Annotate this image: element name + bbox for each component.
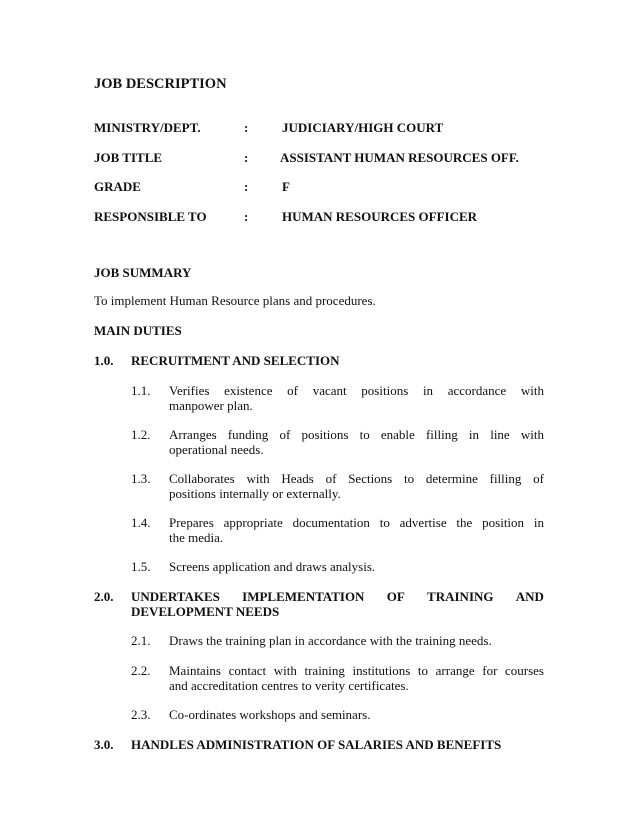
- section-number: 2.0.: [94, 589, 114, 604]
- duties-heading: MAIN DUTIES: [94, 323, 182, 338]
- section-number: 3.0.: [94, 737, 114, 752]
- section-title-word: TRAINING: [427, 589, 494, 604]
- item-text-line: Screens application and draws analysis.: [169, 559, 376, 574]
- item-number: 1.3.: [131, 471, 151, 486]
- field-value: JUDICIARY/HIGH COURT: [282, 120, 444, 135]
- section-title-word: OF: [386, 589, 405, 604]
- field-label: MINISTRY/DEPT.: [94, 120, 201, 135]
- item-text-line: manpower plan.: [169, 398, 253, 413]
- field-separator: :: [244, 120, 249, 135]
- item-text-line: Co-ordinates workshops and seminars.: [169, 707, 371, 722]
- item-text-line: the media.: [169, 530, 224, 545]
- section-title: RECRUITMENT AND SELECTION: [131, 353, 340, 368]
- item-text-line: Arranges funding of positions to enable filling in line with: [169, 427, 544, 442]
- page-title: JOB DESCRIPTION: [94, 76, 227, 92]
- field-label: JOB TITLE: [94, 150, 163, 165]
- item-number: 1.2.: [131, 427, 151, 442]
- section-title: HANDLES ADMINISTRATION OF SALARIES AND BENEFITS: [131, 737, 502, 752]
- item-number: 1.4.: [131, 515, 151, 530]
- summary-text: To implement Human Resource plans and procedures.: [94, 293, 376, 308]
- item-number: 2.3.: [131, 707, 151, 722]
- field-value: ASSISTANT HUMAN RESOURCES OFF.: [280, 150, 519, 165]
- item-text-line: and accreditation centres to verity certificates.: [169, 678, 409, 693]
- item-number: 2.1.: [131, 633, 151, 648]
- section-title: [131, 589, 544, 604]
- field-value: HUMAN RESOURCES OFFICER: [282, 209, 478, 224]
- item-text-line: Maintains contact with training institutions to arrange for courses: [169, 663, 544, 678]
- item-text-line: positions internally or externally.: [169, 486, 341, 501]
- section-title-word: UNDERTAKES: [131, 589, 220, 604]
- item-text-line: Prepares appropriate documentation to advertise the position in: [169, 515, 544, 530]
- item-number: 2.2.: [131, 663, 151, 678]
- summary-heading: JOB SUMMARY: [94, 265, 192, 280]
- item-text-line: Verifies existence of vacant positions in accordance with: [169, 383, 544, 398]
- section-title-word: AND: [515, 589, 544, 604]
- field-separator: :: [244, 150, 249, 165]
- item-text-line: Collaborates with Heads of Sections to determine filling of: [169, 471, 544, 486]
- field-label: RESPONSIBLE TO: [94, 209, 207, 224]
- section-title-word: IMPLEMENTATION: [242, 589, 365, 604]
- section-number: 1.0.: [94, 353, 114, 368]
- item-text-line: operational needs.: [169, 442, 264, 457]
- field-value: F: [282, 179, 290, 194]
- field-label: GRADE: [94, 179, 141, 194]
- item-number: 1.1.: [131, 383, 151, 398]
- item-text-line: Draws the training plan in accordance with the training needs.: [169, 633, 492, 648]
- item-number: 1.5.: [131, 559, 151, 574]
- field-separator: :: [244, 209, 249, 224]
- section-title-line2: DEVELOPMENT NEEDS: [131, 604, 280, 619]
- field-separator: :: [244, 179, 249, 194]
